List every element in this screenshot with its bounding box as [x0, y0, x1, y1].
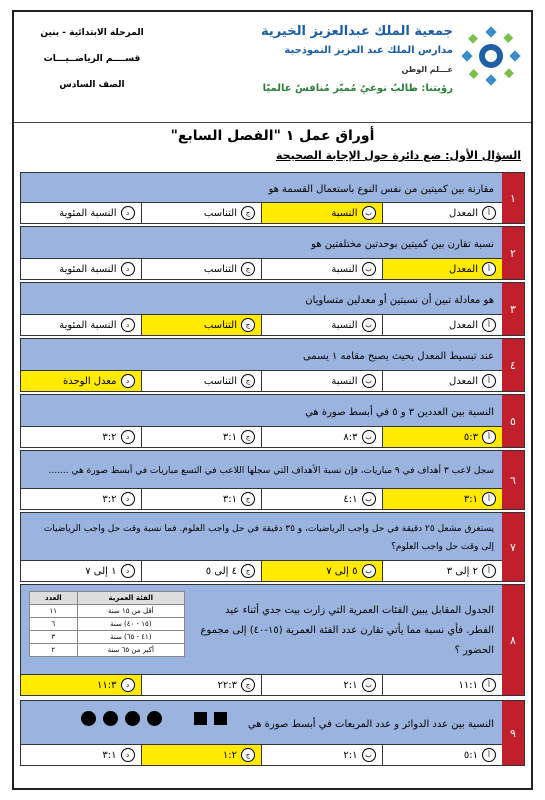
option-label: ٢ إلى ٣	[446, 565, 478, 577]
question-3	[20, 282, 525, 336]
option-label: ١١:١	[458, 679, 478, 691]
option-label: ٥:١	[463, 749, 478, 761]
option-letter: ج	[241, 206, 255, 220]
circle-shape-icon	[81, 711, 96, 726]
question-8	[20, 584, 525, 696]
option-label: ٣:١	[463, 493, 478, 505]
option-letter: أ	[482, 374, 496, 388]
option-d[interactable]	[21, 427, 141, 447]
table-header: العدد	[30, 592, 78, 605]
circle-shape-icon	[125, 711, 140, 726]
option-letter: أ	[482, 748, 496, 762]
schools-name: مدارس الملك عبد العزيز النموذجية	[284, 45, 453, 56]
option-c[interactable]	[141, 675, 262, 695]
question-number: ٤	[502, 339, 524, 391]
option-letter: ب	[362, 318, 376, 332]
option-letter: ج	[241, 748, 255, 762]
option-letter: د	[121, 564, 135, 578]
option-a[interactable]	[382, 259, 503, 279]
option-label: المعدل	[449, 207, 478, 219]
option-letter: ب	[362, 262, 376, 276]
options-row	[21, 744, 502, 765]
option-a[interactable]	[382, 427, 503, 447]
worksheet-title: أوراق عمل ١ "الفصل السابع"	[170, 128, 375, 144]
option-d[interactable]	[21, 489, 141, 509]
question-number: ٨	[502, 585, 524, 695]
option-label: النسبة	[331, 207, 358, 219]
age-groups-table	[29, 591, 185, 657]
question-text: النسبة بين العددين ٣ و ٥ في أبسط صورة هي	[21, 395, 502, 429]
option-label: النسبة	[331, 375, 358, 387]
option-letter: د	[121, 430, 135, 444]
option-label: المعدل	[449, 319, 478, 331]
option-label: ٢٢:٣	[217, 679, 237, 691]
option-letter: ج	[241, 262, 255, 276]
option-label: التناسب	[203, 375, 237, 387]
option-label: ٣:١	[222, 431, 237, 443]
option-letter: ب	[362, 678, 376, 692]
question-text: النسبة بين عدد الدوائر و عدد المربعات في أبسط صورة هي	[21, 701, 502, 747]
option-d[interactable]	[21, 203, 141, 223]
question-number: ٩	[502, 701, 524, 765]
option-letter: أ	[482, 492, 496, 506]
option-d[interactable]	[21, 745, 141, 765]
option-label: ٣:١	[222, 493, 237, 505]
option-letter: ب	[362, 206, 376, 220]
option-label: التناسب	[203, 263, 237, 275]
option-b[interactable]	[261, 259, 382, 279]
option-a[interactable]	[382, 371, 503, 391]
option-c[interactable]	[141, 561, 262, 581]
option-letter: أ	[482, 206, 496, 220]
option-label: ٤:١	[343, 493, 358, 505]
option-c[interactable]	[141, 259, 262, 279]
table-cell: ٢	[30, 644, 78, 657]
option-letter: د	[121, 748, 135, 762]
stage-label: المرحلة الابتدائية - بنين	[40, 28, 144, 38]
option-label: ٣:٢	[102, 493, 117, 505]
question-number: ٧	[502, 513, 524, 581]
option-d[interactable]	[21, 675, 141, 695]
option-letter: أ	[482, 564, 496, 578]
question-4	[20, 338, 525, 392]
question-2	[20, 226, 525, 280]
table-cell: (٤١ - ٦٥) سنة	[77, 631, 184, 644]
option-b[interactable]	[261, 371, 382, 391]
option-b[interactable]	[261, 203, 382, 223]
option-letter: أ	[482, 430, 496, 444]
option-d[interactable]	[21, 561, 141, 581]
option-d[interactable]	[21, 259, 141, 279]
question-6	[20, 450, 525, 510]
options-row	[21, 426, 502, 447]
option-letter: د	[121, 262, 135, 276]
question-text: هو معادلة تبين أن نسبتين أو معدلين متساويان	[21, 283, 502, 317]
option-c[interactable]	[141, 745, 262, 765]
option-letter: أ	[482, 678, 496, 692]
slogan: عـــلم الوطن	[401, 65, 453, 74]
table-cell: أكبر من ٦٥ سنة	[77, 644, 184, 657]
option-label: ٢:١	[343, 749, 358, 761]
school-logo-icon	[461, 26, 521, 86]
options-row	[21, 560, 502, 581]
question-number: ١	[502, 173, 524, 223]
table-cell: (١٥ - ٤٠) سنة	[77, 618, 184, 631]
option-label: التناسب	[203, 207, 237, 219]
org-name: جمعية الملك عبدالعزيز الخيرية	[261, 24, 453, 39]
option-letter: ب	[362, 374, 376, 388]
header	[14, 12, 531, 123]
options-row	[21, 314, 502, 335]
table-cell: ٣	[30, 631, 78, 644]
option-letter: د	[121, 206, 135, 220]
circle-shape-icon	[103, 711, 118, 726]
option-label: ٢:١	[343, 679, 358, 691]
option-b[interactable]	[261, 489, 382, 509]
option-label: النسبة	[331, 263, 358, 275]
option-c[interactable]	[141, 371, 262, 391]
option-letter: ج	[241, 318, 255, 332]
option-letter: ج	[241, 492, 255, 506]
table-row	[30, 644, 185, 657]
options-row	[21, 258, 502, 279]
option-label: النسبة المئوية	[59, 319, 117, 331]
option-b[interactable]	[261, 675, 382, 695]
options-row	[21, 488, 502, 509]
option-label: التناسب	[203, 319, 237, 331]
question-9	[20, 700, 525, 766]
question-text: سجل لاعب ٣ أهداف في ٩ مباريات، فإن نسبة الأهداف التي سجلها اللاعب في التسع مباريات في أبسط صورة هي .......	[21, 451, 502, 491]
option-letter: ج	[241, 430, 255, 444]
option-letter: ب	[362, 564, 376, 578]
option-label: ٥ إلى ٧	[326, 565, 358, 577]
question-number: ٦	[502, 451, 524, 509]
table-cell: أقل من ١٥ سنة	[77, 605, 184, 618]
option-b[interactable]	[261, 745, 382, 765]
option-label: النسبة المئوية	[59, 207, 117, 219]
option-a[interactable]	[382, 315, 503, 335]
question-instruction: السؤال الأول: ضع دائرة حول الإجابة الصحيحة	[276, 149, 521, 162]
option-a[interactable]	[382, 203, 503, 223]
question-text: عند تبسيط المعدل بحيث يصبح مقامه ١ يسمى	[21, 339, 502, 373]
option-a[interactable]	[382, 561, 503, 581]
options-row	[21, 674, 502, 695]
table-header: الفئة العمرية	[77, 592, 184, 605]
header-org-info	[261, 22, 453, 98]
option-a[interactable]	[382, 489, 503, 509]
table-header-row	[30, 592, 185, 605]
table-cell: ١١	[30, 605, 78, 618]
option-letter: ب	[362, 430, 376, 444]
table-cell: ٦	[30, 618, 78, 631]
question-1	[20, 172, 525, 224]
square-shape-icon	[214, 712, 227, 725]
question-7	[20, 512, 525, 582]
question-number: ٢	[502, 227, 524, 279]
question-text: يستغرق مشعل ٢٥ دقيقة في حل واجب الرياضيات، و ٣٥ دقيقة في حل واجب العلوم. فما نسبة وقت حل واجب الرياضيات إلى وقت حل واجب العلوم؟	[21, 513, 502, 563]
option-letter: ج	[241, 678, 255, 692]
grade-label: الصف السادس	[59, 80, 125, 90]
question-number: ٣	[502, 283, 524, 335]
option-letter: د	[121, 492, 135, 506]
question-number: ٥	[502, 395, 524, 447]
vision: رؤيتنا: طالبٌ نوعيٌ مُميّز مُنافسٌ عالميًا	[262, 83, 453, 94]
option-label: ٣:٢	[102, 431, 117, 443]
worksheet-page	[12, 10, 533, 790]
option-label: ٨:٣	[343, 431, 358, 443]
question-text: مقارنة بين كميتين من نفس النوع باستعمال القسمة هو	[21, 173, 502, 205]
option-b[interactable]	[261, 315, 382, 335]
option-label: المعدل	[449, 263, 478, 275]
option-b[interactable]	[261, 427, 382, 447]
option-letter: د	[121, 678, 135, 692]
department-label: قســــم الرياضــيـــات	[43, 54, 141, 64]
option-label: معدل الوحدة	[62, 375, 117, 387]
option-label: ٣:١	[102, 749, 117, 761]
option-d[interactable]	[21, 371, 141, 391]
option-a[interactable]	[382, 745, 503, 765]
table-row	[30, 605, 185, 618]
option-letter: ب	[362, 492, 376, 506]
option-c[interactable]	[141, 489, 262, 509]
shapes-figure	[81, 711, 227, 726]
option-c[interactable]	[141, 427, 262, 447]
option-label: ٥:٣	[463, 431, 478, 443]
option-b[interactable]	[261, 561, 382, 581]
option-label: ١١:٣	[97, 679, 117, 691]
option-letter: د	[121, 374, 135, 388]
option-label: المعدل	[449, 375, 478, 387]
question-text: نسبة تقارن بين كميتين بوحدتين مختلفتين هو	[21, 227, 502, 261]
option-d[interactable]	[21, 315, 141, 335]
option-letter: د	[121, 318, 135, 332]
options-row	[21, 370, 502, 391]
option-label: ١ إلى ٧	[85, 565, 117, 577]
square-shape-icon	[194, 712, 207, 725]
option-letter: ج	[241, 374, 255, 388]
option-letter: ج	[241, 564, 255, 578]
option-letter: أ	[482, 262, 496, 276]
table-row	[30, 631, 185, 644]
option-c[interactable]	[141, 203, 262, 223]
option-label: ١:٢	[222, 749, 237, 761]
option-a[interactable]	[382, 675, 503, 695]
option-letter: ب	[362, 748, 376, 762]
option-c[interactable]	[141, 315, 262, 335]
header-school-info	[32, 20, 152, 98]
table-row	[30, 618, 185, 631]
question-5	[20, 394, 525, 448]
question-text: الجدول المقابل يبين الفئات العمرية التي زارت بيت جدي أثناء عيد الفطر. فأي نسبة مما يأتي تقارن عدد الفئة العمرية (١٥-٤٠) إلى مجموع الحضور ؟	[21, 585, 502, 677]
option-letter: أ	[482, 318, 496, 332]
option-label: النسبة	[331, 319, 358, 331]
options-row	[21, 202, 502, 223]
circle-shape-icon	[147, 711, 162, 726]
option-label: النسبة المئوية	[59, 263, 117, 275]
option-label: ٤ إلى ٥	[205, 565, 237, 577]
